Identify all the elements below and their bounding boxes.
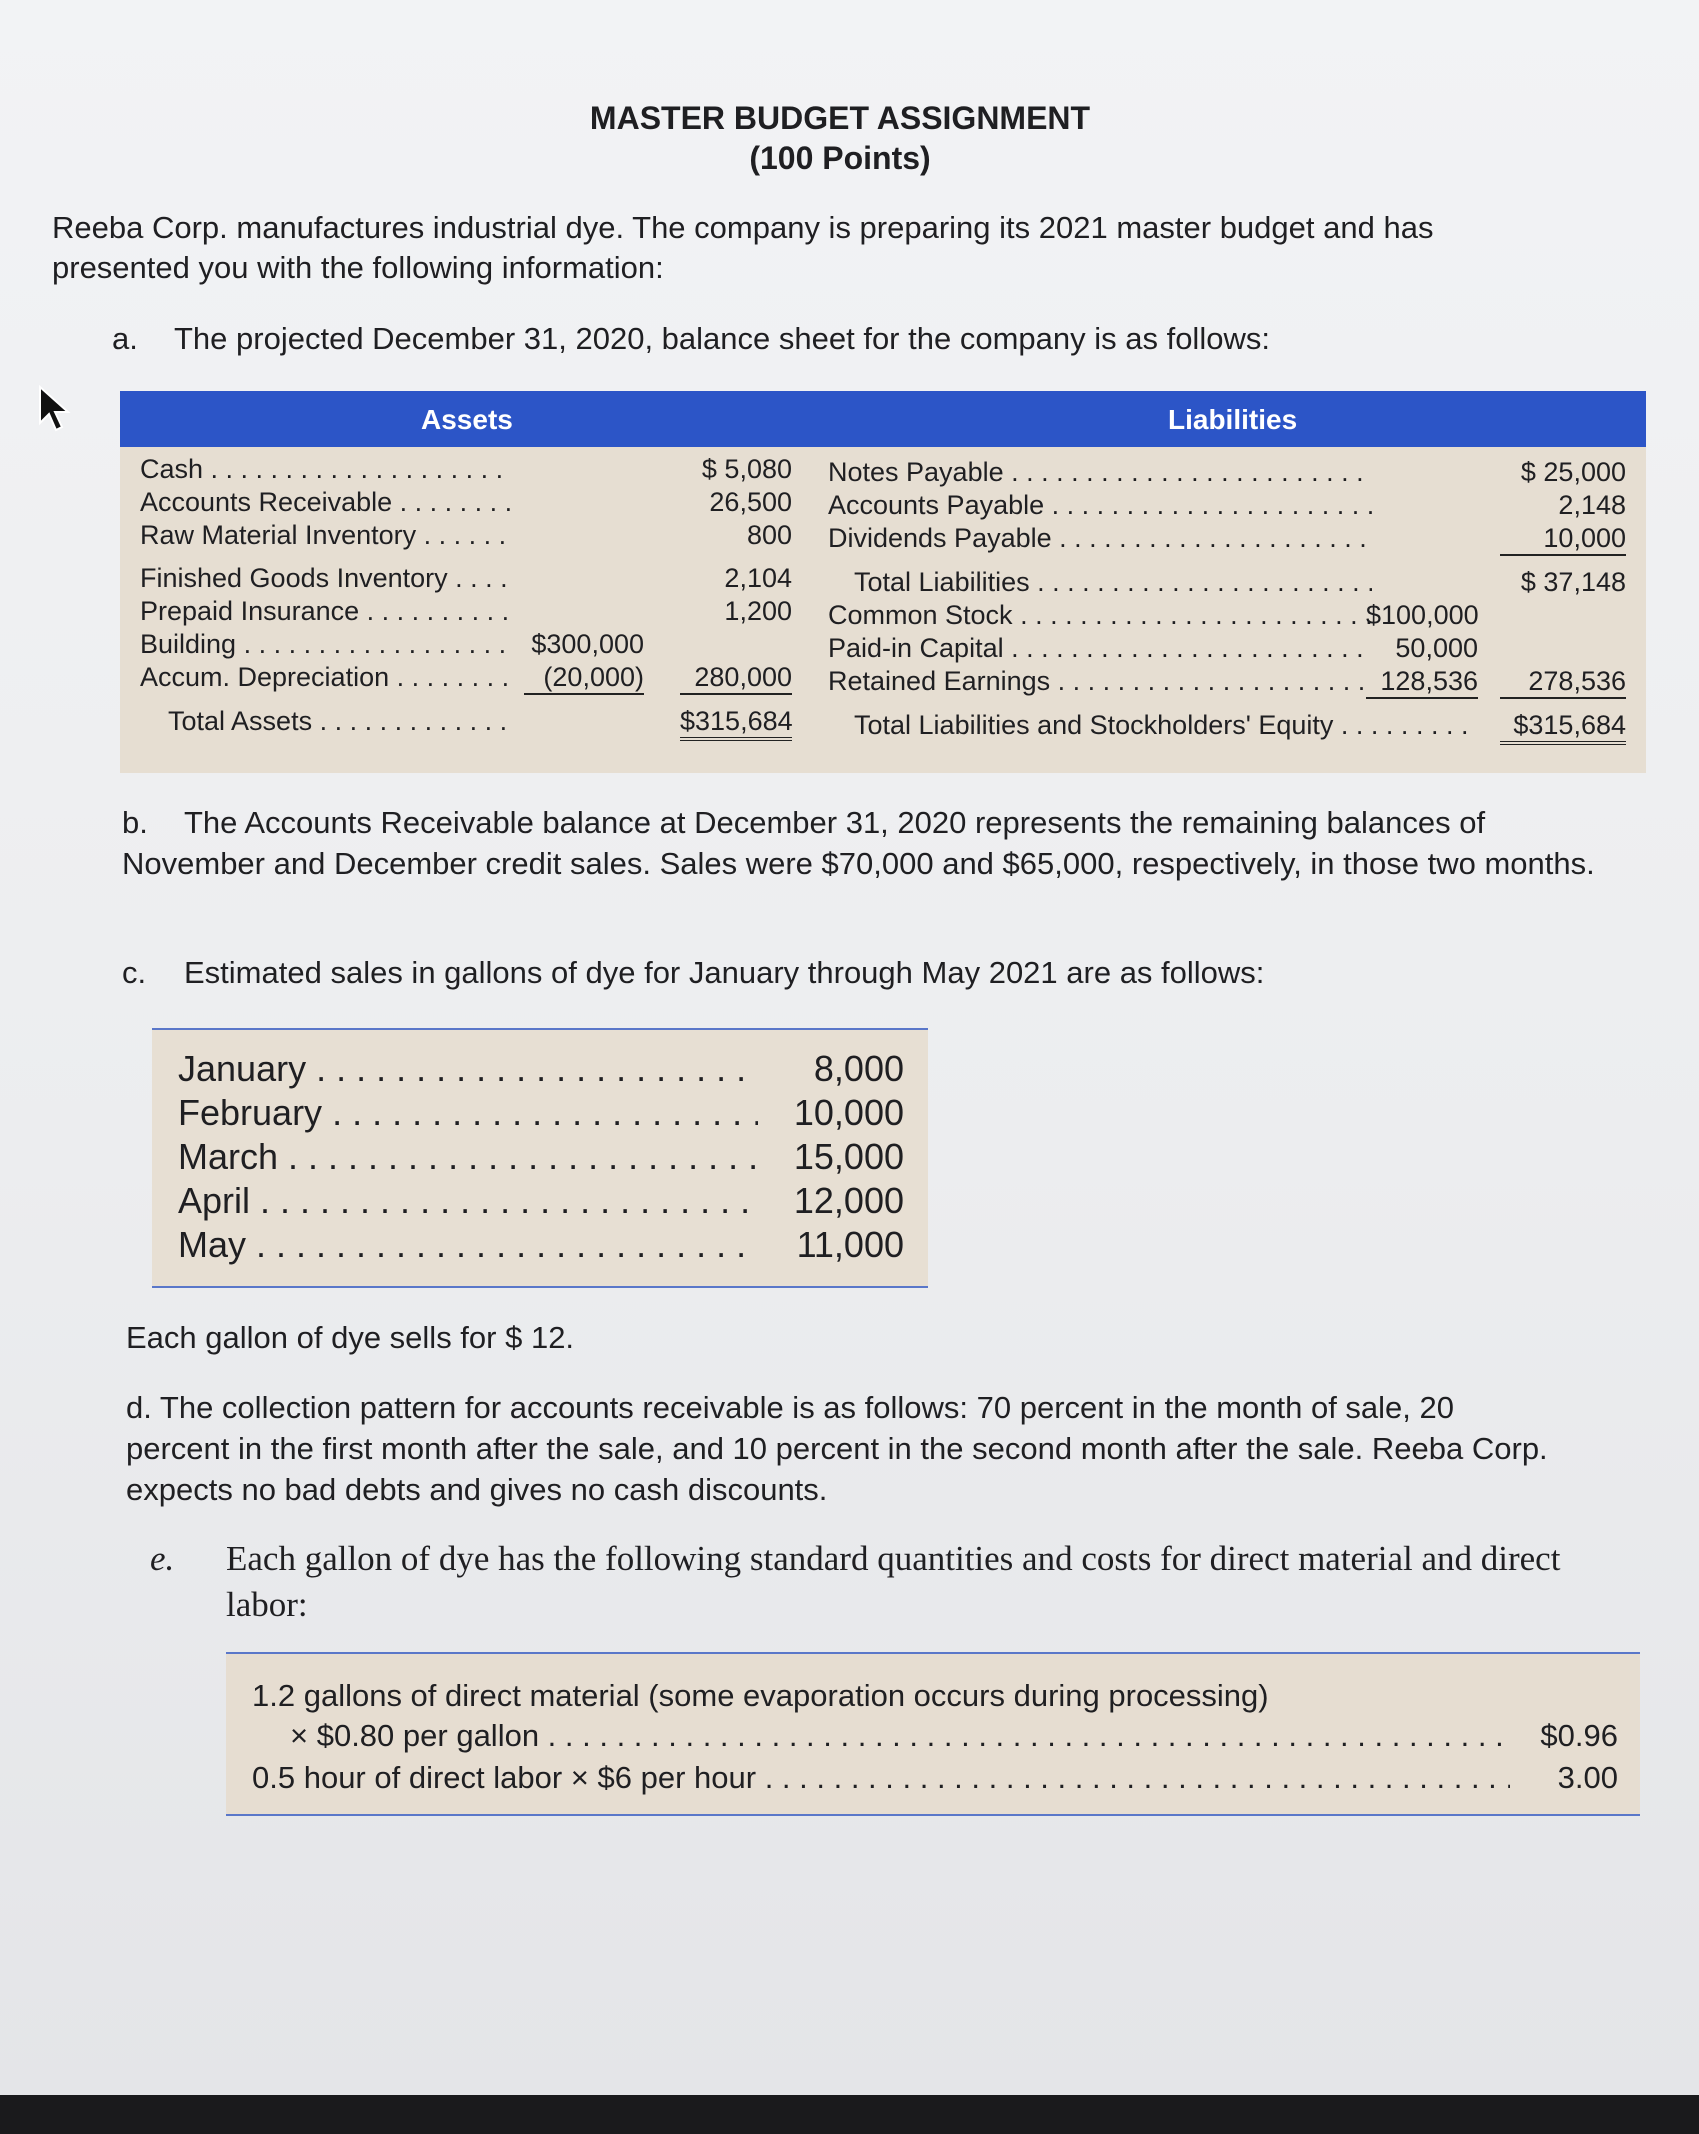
price-note: Each gallon of dye sells for $ 12. <box>126 1320 575 1355</box>
item-b-text: The Accounts Receivable balance at December 31, 2020 represents the remaining balances of November and December credit sales. Sales were $70,000 and $65,000, respectively, in those two months. <box>122 805 1595 881</box>
item-b-marker: b. <box>122 805 148 840</box>
screen-bezel <box>0 2095 1699 2134</box>
balance-sheet-header <box>120 391 1646 447</box>
liabilities-header: Liabilities <box>1168 404 1298 435</box>
material-line-1: 1.2 gallons of direct material (some evaporation occurs during processing) <box>252 1678 1269 1713</box>
page-subtitle: (100 Points) <box>749 140 931 176</box>
sales-row: May . . . 11,000 <box>178 1224 904 1268</box>
page-title: MASTER BUDGET ASSIGNMENT <box>589 100 1091 136</box>
material-line-2: × $0.80 per gallon . . . <box>290 1718 1510 1758</box>
labor-line: 0.5 hour of direct labor × $6 per hour . . . <box>252 1760 1510 1800</box>
item-e <box>150 1536 1650 1628</box>
item-e-marker: e. <box>150 1539 175 1578</box>
item-a <box>112 318 1270 359</box>
sales-row: February . . . 10,000 <box>178 1092 904 1136</box>
assets-header: Assets <box>421 404 513 435</box>
item-c <box>122 952 1264 993</box>
sales-row: January . . . 8,000 <box>178 1048 904 1092</box>
sales-table <box>152 1028 928 1288</box>
item-a-marker: a. <box>112 321 138 356</box>
intro-paragraph: Reeba Corp. manufactures industrial dye. The company is preparing its 2021 master budget and has presented you with the following information: <box>52 210 1434 285</box>
item-c-marker: c. <box>122 955 147 990</box>
mouse-pointer-icon <box>38 385 72 433</box>
item-b <box>122 802 1602 884</box>
sales-row: March . . . 15,000 <box>178 1136 904 1180</box>
sales-row: April . . . 12,000 <box>178 1180 904 1224</box>
labor-cost: 3.00 <box>1557 1760 1618 1795</box>
balance-sheet: Assets Liabilities Cash . . . $ 5,080 Accounts Receivable . . . 26,500 Raw Material Inventory . . . 800 Finished Goods Inventory . . . 2,104 Prepaid Insurance . . . 1,200 Building . . . $300,000 Accum. Depreciation . . . (20,000) 280,000 Total Assets . . . $315,684 Notes Payable . . . $ 25,000 Accounts Payable . . . 2,148 Dividends Payable . . . 10,000 Total Liabilities . . . $ 37,148 Common Stock . . . $100,000 Paid-in Capital . . . 50,000 Retained Earnings . . . 128,536 278,536 Total Liabilities and Stockholders' Equity . . . $315,684 <box>120 391 1646 773</box>
item-a-text: The projected December 31, 2020, balance sheet for the company is as follows: <box>174 321 1270 356</box>
item-c-text: Estimated sales in gallons of dye for January through May 2021 are as follows: <box>184 955 1265 990</box>
item-e-text: Each gallon of dye has the following standard quantities and costs for direct material and direct labor: <box>226 1539 1561 1624</box>
material-cost: $0.96 <box>1540 1718 1618 1753</box>
standard-cost-table <box>226 1652 1640 1816</box>
item-d: d. The collection pattern for accounts receivable is as follows: 70 percent in the month of sale, 20 percent in the first month after the sale, and 10 percent in the second month after the sale. Reeba Corp. expects no bad debts and gives no cash discounts. <box>126 1390 1548 1507</box>
